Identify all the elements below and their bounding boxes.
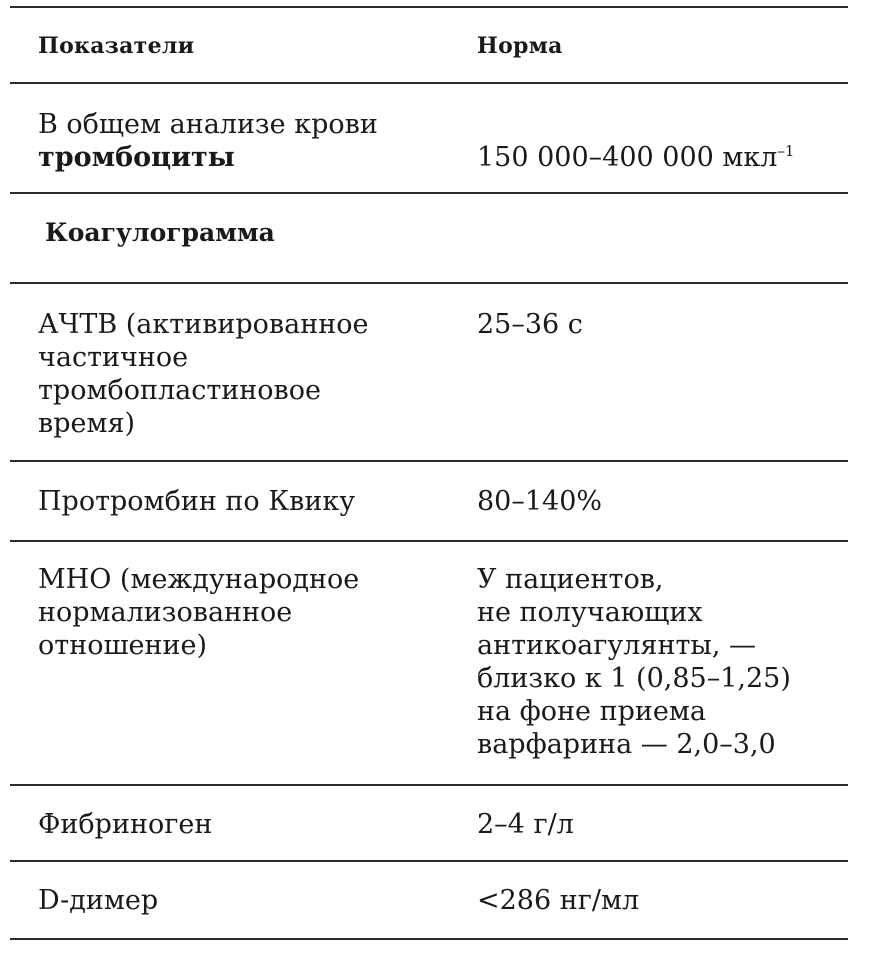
label-line: АЧТВ (активированное [38, 309, 369, 340]
value-line: варфарина — 2,0–3,0 [477, 729, 776, 760]
column-header-indicators: Показатели [38, 33, 195, 59]
ddimer-label: D-димер [38, 885, 159, 916]
row-divider [10, 282, 848, 284]
value-line: У пациентов, [477, 564, 664, 595]
value-line: на фоне приема [477, 696, 706, 727]
ddimer-value: <286 нг/мл [477, 885, 640, 916]
label-line: тромбопластиновое [38, 375, 321, 406]
fibrinogen-value: 2–4 г/л [477, 809, 574, 840]
column-header-norm: Норма [477, 33, 563, 59]
value-line: не получающих [477, 597, 703, 628]
inr-value [477, 563, 791, 761]
platelets-value-main: 150 000–400 000 мкл [477, 142, 778, 173]
row-divider [10, 860, 848, 862]
table-top-rule [10, 6, 848, 8]
label-line: МНО (международное [38, 564, 360, 595]
platelets-value [477, 141, 794, 174]
value-line: антикоагулянты, — [477, 630, 757, 661]
header-bottom-rule [10, 82, 848, 84]
platelets-label-name: тромбоциты [38, 142, 235, 173]
row-divider [10, 460, 848, 462]
row-divider [10, 540, 848, 542]
inr-label [38, 563, 359, 662]
section-title-coagulogram: Коагулограмма [45, 218, 275, 247]
platelets-value-exponent: –1 [777, 142, 795, 160]
quick-label: Протромбин по Квику [38, 486, 356, 517]
value-line: близко к 1 (0,85–1,25) [477, 663, 791, 694]
row-divider [10, 784, 848, 786]
quick-value: 80–140% [477, 486, 603, 517]
label-line: время) [38, 408, 136, 439]
platelets-label [38, 108, 378, 174]
aptt-value: 25–36 с [477, 309, 583, 340]
platelets-label-context: В общем анализе крови [38, 109, 378, 140]
fibrinogen-label: Фибриноген [38, 809, 213, 840]
aptt-label [38, 308, 368, 440]
table-bottom-rule [10, 938, 848, 940]
label-line: отношение) [38, 630, 208, 661]
row-divider [10, 192, 848, 194]
label-line: частичное [38, 342, 189, 373]
label-line: нормализованное [38, 597, 293, 628]
